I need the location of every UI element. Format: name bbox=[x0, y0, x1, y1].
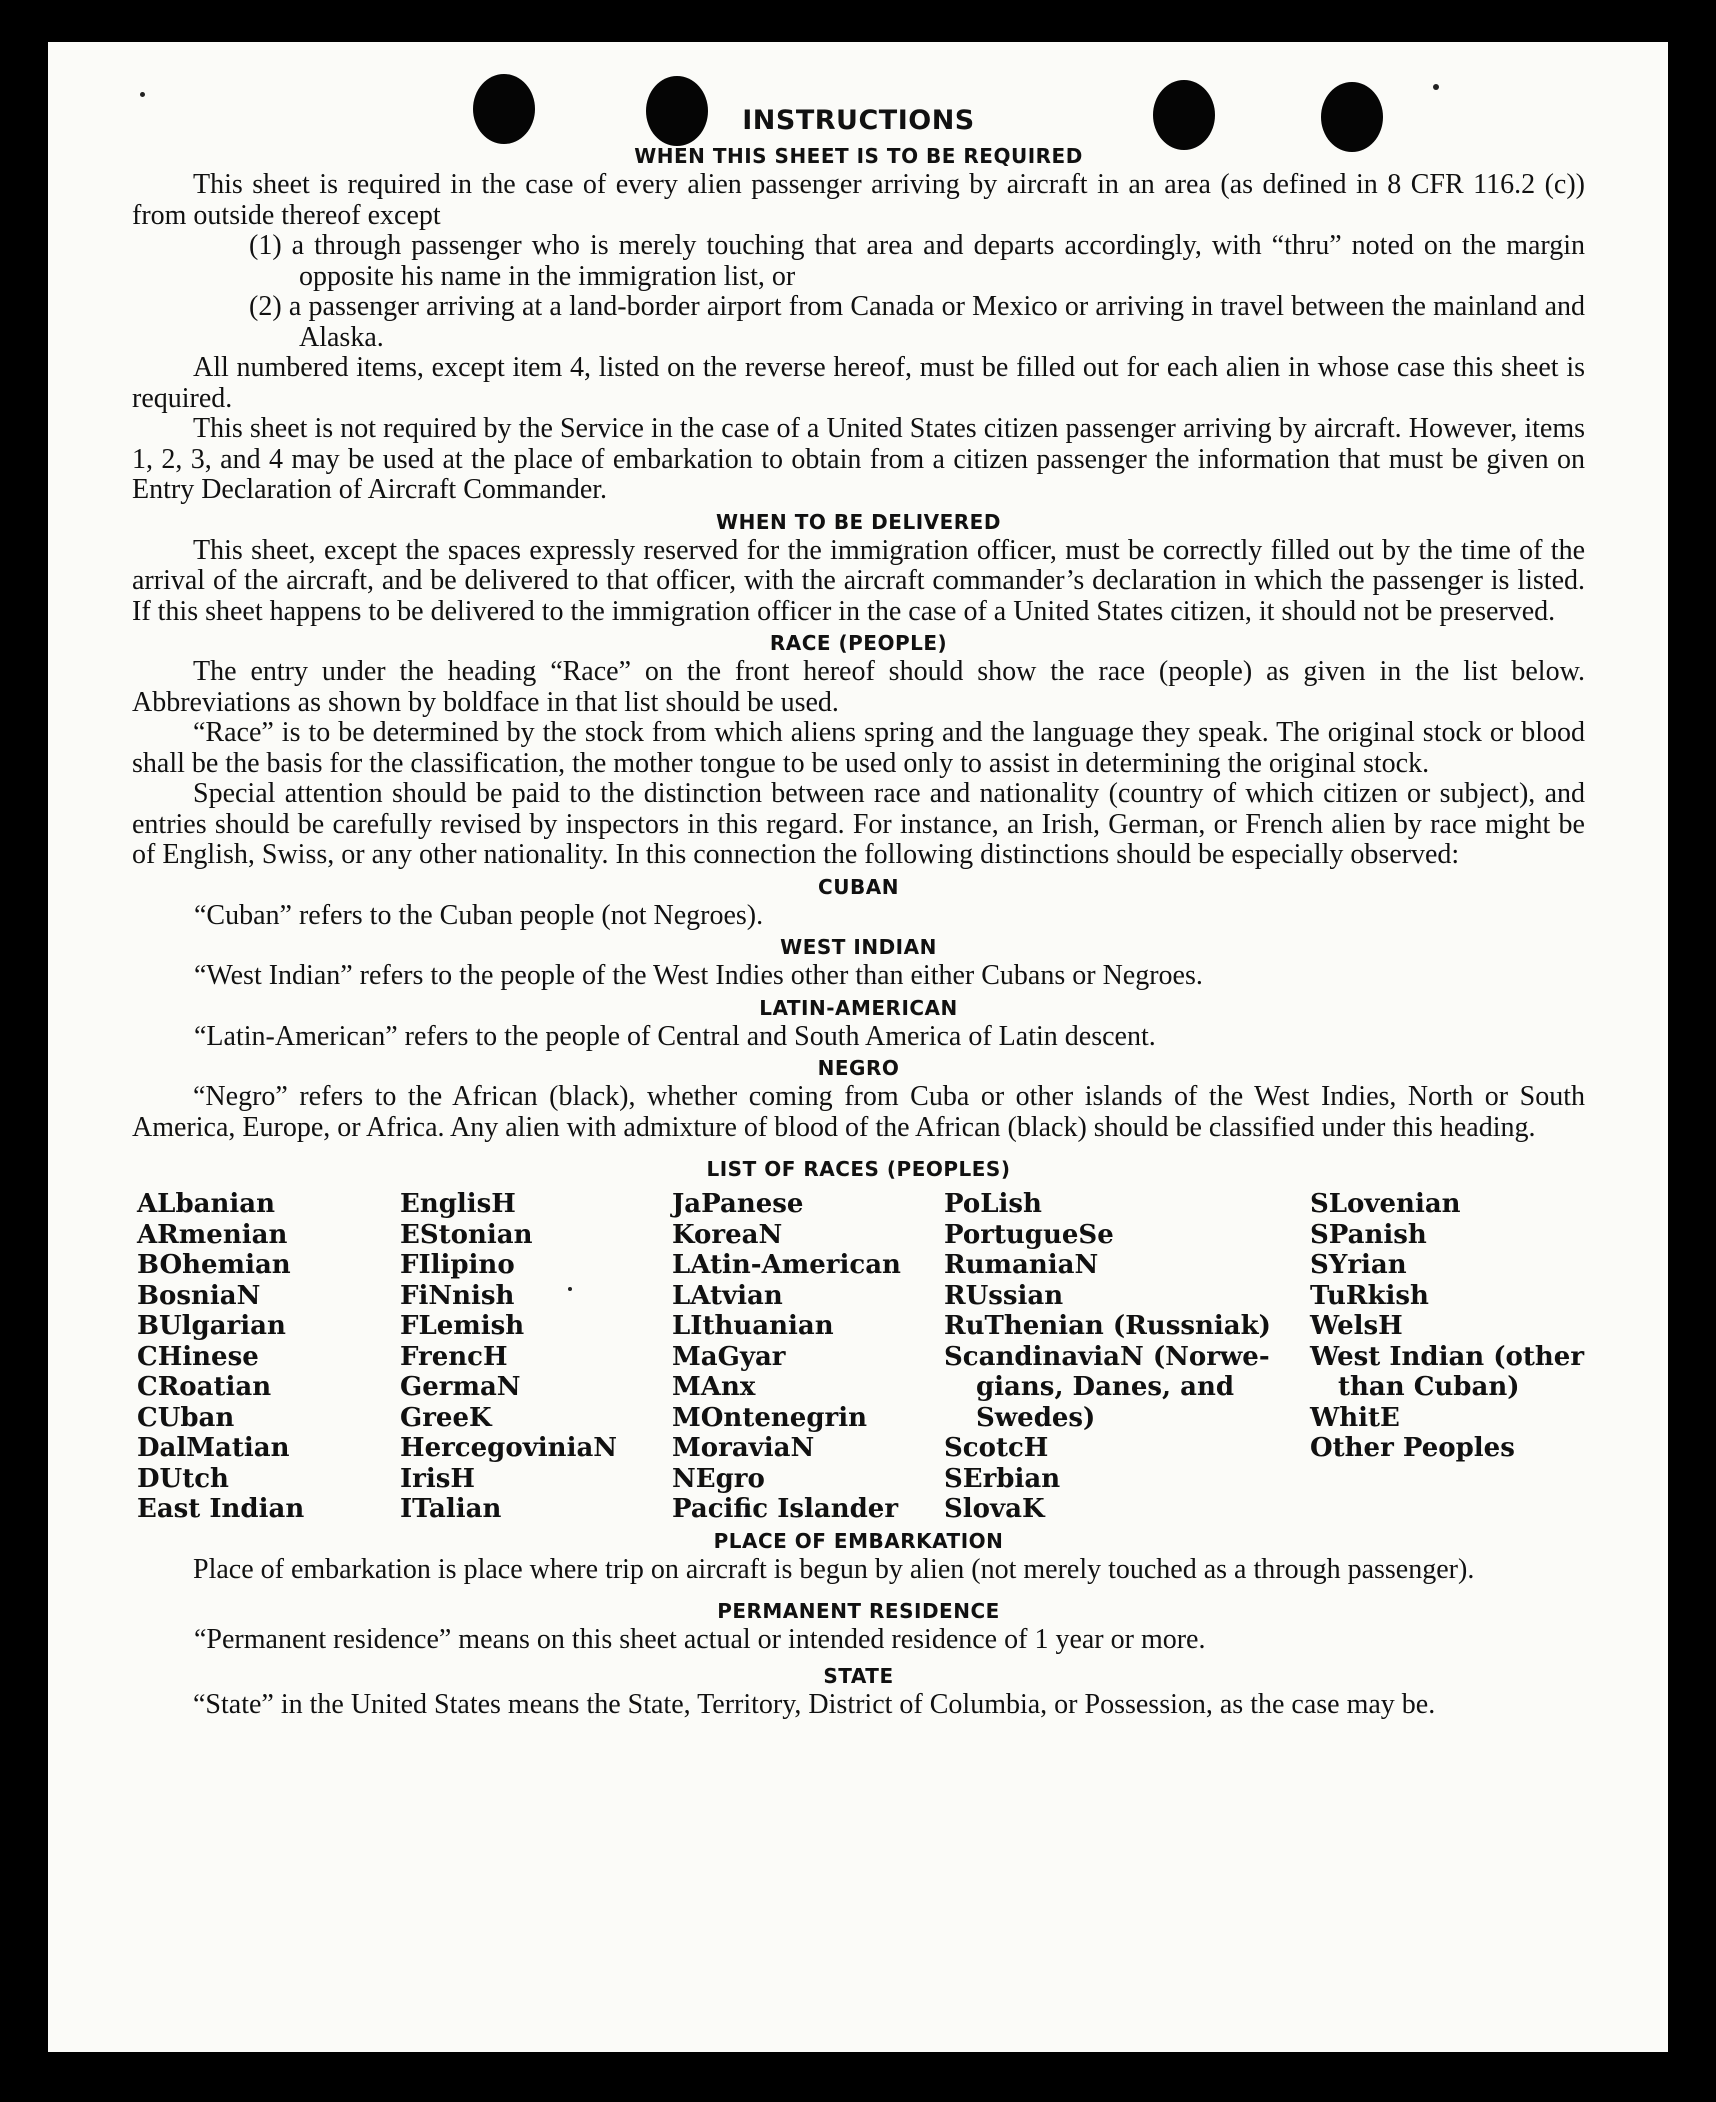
race-entry: than Cuban) bbox=[1338, 1372, 1520, 1402]
list-item: (1) a through passenger who is merely touching that area and departs accordingly, with “thru” noted on the margin opposite his name in the immigration list, or bbox=[249, 230, 1585, 292]
section-heading: WEST INDIAN bbox=[780, 935, 937, 959]
race-entry: RUssian bbox=[944, 1280, 1064, 1311]
race-entry: PortugueSe bbox=[944, 1219, 1114, 1250]
section-heading: RACE (PEOPLE) bbox=[769, 631, 948, 655]
race-entry: PoLish bbox=[944, 1189, 1042, 1219]
section-heading: WHEN THIS SHEET IS TO BE REQUIRED bbox=[634, 144, 1083, 168]
race-entry: CRoatian bbox=[137, 1372, 272, 1402]
definition: “Cuban” refers to the Cuban people (not Negroes). bbox=[194, 899, 764, 931]
section-heading: PLACE OF EMBARKATION bbox=[713, 1528, 1004, 1553]
race-entry: MaGyar bbox=[672, 1341, 786, 1372]
paragraph: Special attention should be paid to the distinction between race and nationality (country of which citizen or subject), and entries should be carefully revised by inspectors in this regard. For instance, an Irish, German, or French alien by race might be of English, Swiss, or any other nationality. In this connection the following distinctions should be especially observed: bbox=[132, 778, 1585, 870]
race-entry: JaPanese bbox=[672, 1189, 804, 1219]
race-entry: RuThenian (Russniak) bbox=[944, 1311, 1271, 1341]
paragraph: This sheet, except the spaces expressly reserved for the immigration officer, must be correctly filled out by the time of the arrival of the aircraft, and be delivered to that officer, with the aircraft commander’s declaration in which the passenger is listed. If this sheet happens to be delivered to the immigration officer in the case of a United States citizen, it should not be preserved. bbox=[132, 534, 1585, 627]
race-entry: East Indian bbox=[137, 1494, 305, 1524]
race-entry: Pacific Islander bbox=[672, 1494, 899, 1524]
list-item: (2) a passenger arriving at a land-border airport from Canada or Mexico or arriving in travel between the mainland and Alaska. bbox=[249, 291, 1585, 353]
race-entry: ARmenian bbox=[137, 1219, 288, 1250]
race-entry: FrencH bbox=[400, 1341, 508, 1372]
race-entry: IrisH bbox=[400, 1463, 475, 1494]
race-entry: KoreaN bbox=[672, 1219, 783, 1250]
race-entry: DUtch bbox=[137, 1463, 229, 1494]
race-entry: WhitE bbox=[1310, 1402, 1400, 1433]
race-entry: EStonian bbox=[400, 1219, 533, 1250]
race-entry: LAtvian bbox=[672, 1280, 783, 1311]
section-heading: LIST OF RACES (PEOPLES) bbox=[706, 1157, 1011, 1181]
race-entry: BosniaN bbox=[137, 1280, 261, 1311]
race-entry: BUlgarian bbox=[137, 1311, 286, 1341]
race-entry: FIlipino bbox=[400, 1250, 515, 1280]
race-entry: SYrian bbox=[1310, 1250, 1407, 1280]
race-entry: NEgro bbox=[672, 1463, 765, 1494]
ink-speck bbox=[568, 1287, 572, 1291]
races-column bbox=[944, 1189, 1310, 1525]
race-entry: LIthuanian bbox=[672, 1311, 834, 1341]
races-column bbox=[400, 1189, 672, 1525]
race-entry: SlovaK bbox=[944, 1494, 1045, 1524]
race-entry: ITalian bbox=[400, 1494, 502, 1524]
ink-speck bbox=[140, 92, 145, 97]
ink-speck bbox=[1433, 84, 1439, 90]
definition: “West Indian” refers to the people of the West Indies other than either Cubans or Negroes. bbox=[194, 960, 1203, 991]
race-entry: BOhemian bbox=[137, 1250, 291, 1280]
definition: Place of embarkation is place where trip on aircraft is begun by alien (not merely touched as a through passenger). bbox=[193, 1553, 1475, 1585]
page-title: INSTRUCTIONS bbox=[742, 105, 975, 136]
race-entry: FLemish bbox=[400, 1311, 525, 1341]
paragraph: This sheet is required in the case of every alien passenger arriving by aircraft in an area (as defined in 8 CFR 116.2 (c)) from outside thereof except bbox=[132, 169, 1585, 231]
race-entry: MoraviaN bbox=[672, 1433, 815, 1463]
section-heading: LATIN-AMERICAN bbox=[759, 995, 958, 1020]
race-entry: Other Peoples bbox=[1310, 1433, 1515, 1463]
paragraph: “Race” is to be determined by the stock from which aliens spring and the language they speak. The original stock or blood shall be the basis for the classification, the mother tongue to be used only to assist in determining the original stock. bbox=[132, 717, 1585, 779]
race-entry: Swedes) bbox=[976, 1402, 1096, 1433]
paragraph: The entry under the heading “Race” on the front hereof should show the race (people) as given in the list below. Abbreviations as shown by boldface in that list should be used. bbox=[132, 656, 1585, 718]
race-entry: gians, Danes, and bbox=[976, 1372, 1235, 1402]
race-entry: HercegoviniaN bbox=[400, 1433, 618, 1463]
races-column bbox=[1310, 1189, 1590, 1525]
race-entry: WelsH bbox=[1310, 1311, 1403, 1341]
race-entry: GreeK bbox=[400, 1402, 492, 1433]
race-entry: GermaN bbox=[400, 1372, 521, 1402]
definition: “Negro” refers to the African (black), whether coming from Cuba or other islands of the West Indies, North or South America, Europe, or Africa. Any alien with admixture of blood of the African (black) should be classified under this heading. bbox=[132, 1081, 1585, 1143]
paragraph: This sheet is not required by the Service in the case of a United States citizen passenger arriving by aircraft. However, items 1, 2, 3, and 4 may be used at the place of embarkation to obtain from a citizen passenger the information that must be given on Entry Declaration of Aircraft Commander. bbox=[132, 413, 1585, 505]
races-column bbox=[672, 1189, 944, 1525]
document-page bbox=[48, 42, 1668, 2052]
races-column bbox=[137, 1189, 400, 1525]
race-entry: ScandinaviaN (Norwe- bbox=[944, 1341, 1270, 1372]
paragraph: All numbered items, except item 4, listed on the reverse hereof, must be filled out for each alien in whose case this sheet is required. bbox=[132, 352, 1585, 414]
race-entry: CHinese bbox=[137, 1341, 259, 1372]
race-entry: DalMatian bbox=[137, 1433, 290, 1463]
race-entry: MAnx bbox=[672, 1372, 756, 1402]
section-heading: STATE bbox=[823, 1663, 894, 1688]
races-list bbox=[137, 1189, 1585, 1525]
race-entry: TuRkish bbox=[1310, 1280, 1429, 1311]
race-entry: FiNnish bbox=[400, 1280, 515, 1311]
race-entry: SLovenian bbox=[1310, 1189, 1461, 1219]
race-entry: ALbanian bbox=[137, 1189, 276, 1219]
race-entry: SPanish bbox=[1310, 1219, 1427, 1250]
section-heading: NEGRO bbox=[817, 1056, 900, 1080]
definition: “Latin-American” refers to the people of Central and South America of Latin descent. bbox=[194, 1020, 1156, 1052]
race-entry: CUban bbox=[137, 1402, 235, 1433]
race-entry: MOntenegrin bbox=[672, 1402, 867, 1433]
race-entry: ScotcH bbox=[944, 1433, 1049, 1463]
race-entry: SErbian bbox=[944, 1463, 1061, 1494]
section-heading: PERMANENT RESIDENCE bbox=[717, 1599, 1000, 1623]
race-entry: RumaniaN bbox=[944, 1250, 1099, 1280]
section-heading: CUBAN bbox=[818, 874, 899, 899]
race-entry: EnglisH bbox=[400, 1189, 516, 1219]
instructions-body bbox=[132, 106, 1585, 1720]
race-entry: West Indian (other bbox=[1310, 1341, 1585, 1372]
definition: “State” in the United States means the State, Territory, District of Columbia, or Possession, as the case may be. bbox=[193, 1688, 1436, 1720]
section-heading: WHEN TO BE DELIVERED bbox=[716, 509, 1001, 534]
race-entry: LAtin-American bbox=[672, 1250, 901, 1280]
definition: “Permanent residence” means on this sheet actual or intended residence of 1 year or more. bbox=[194, 1624, 1206, 1655]
